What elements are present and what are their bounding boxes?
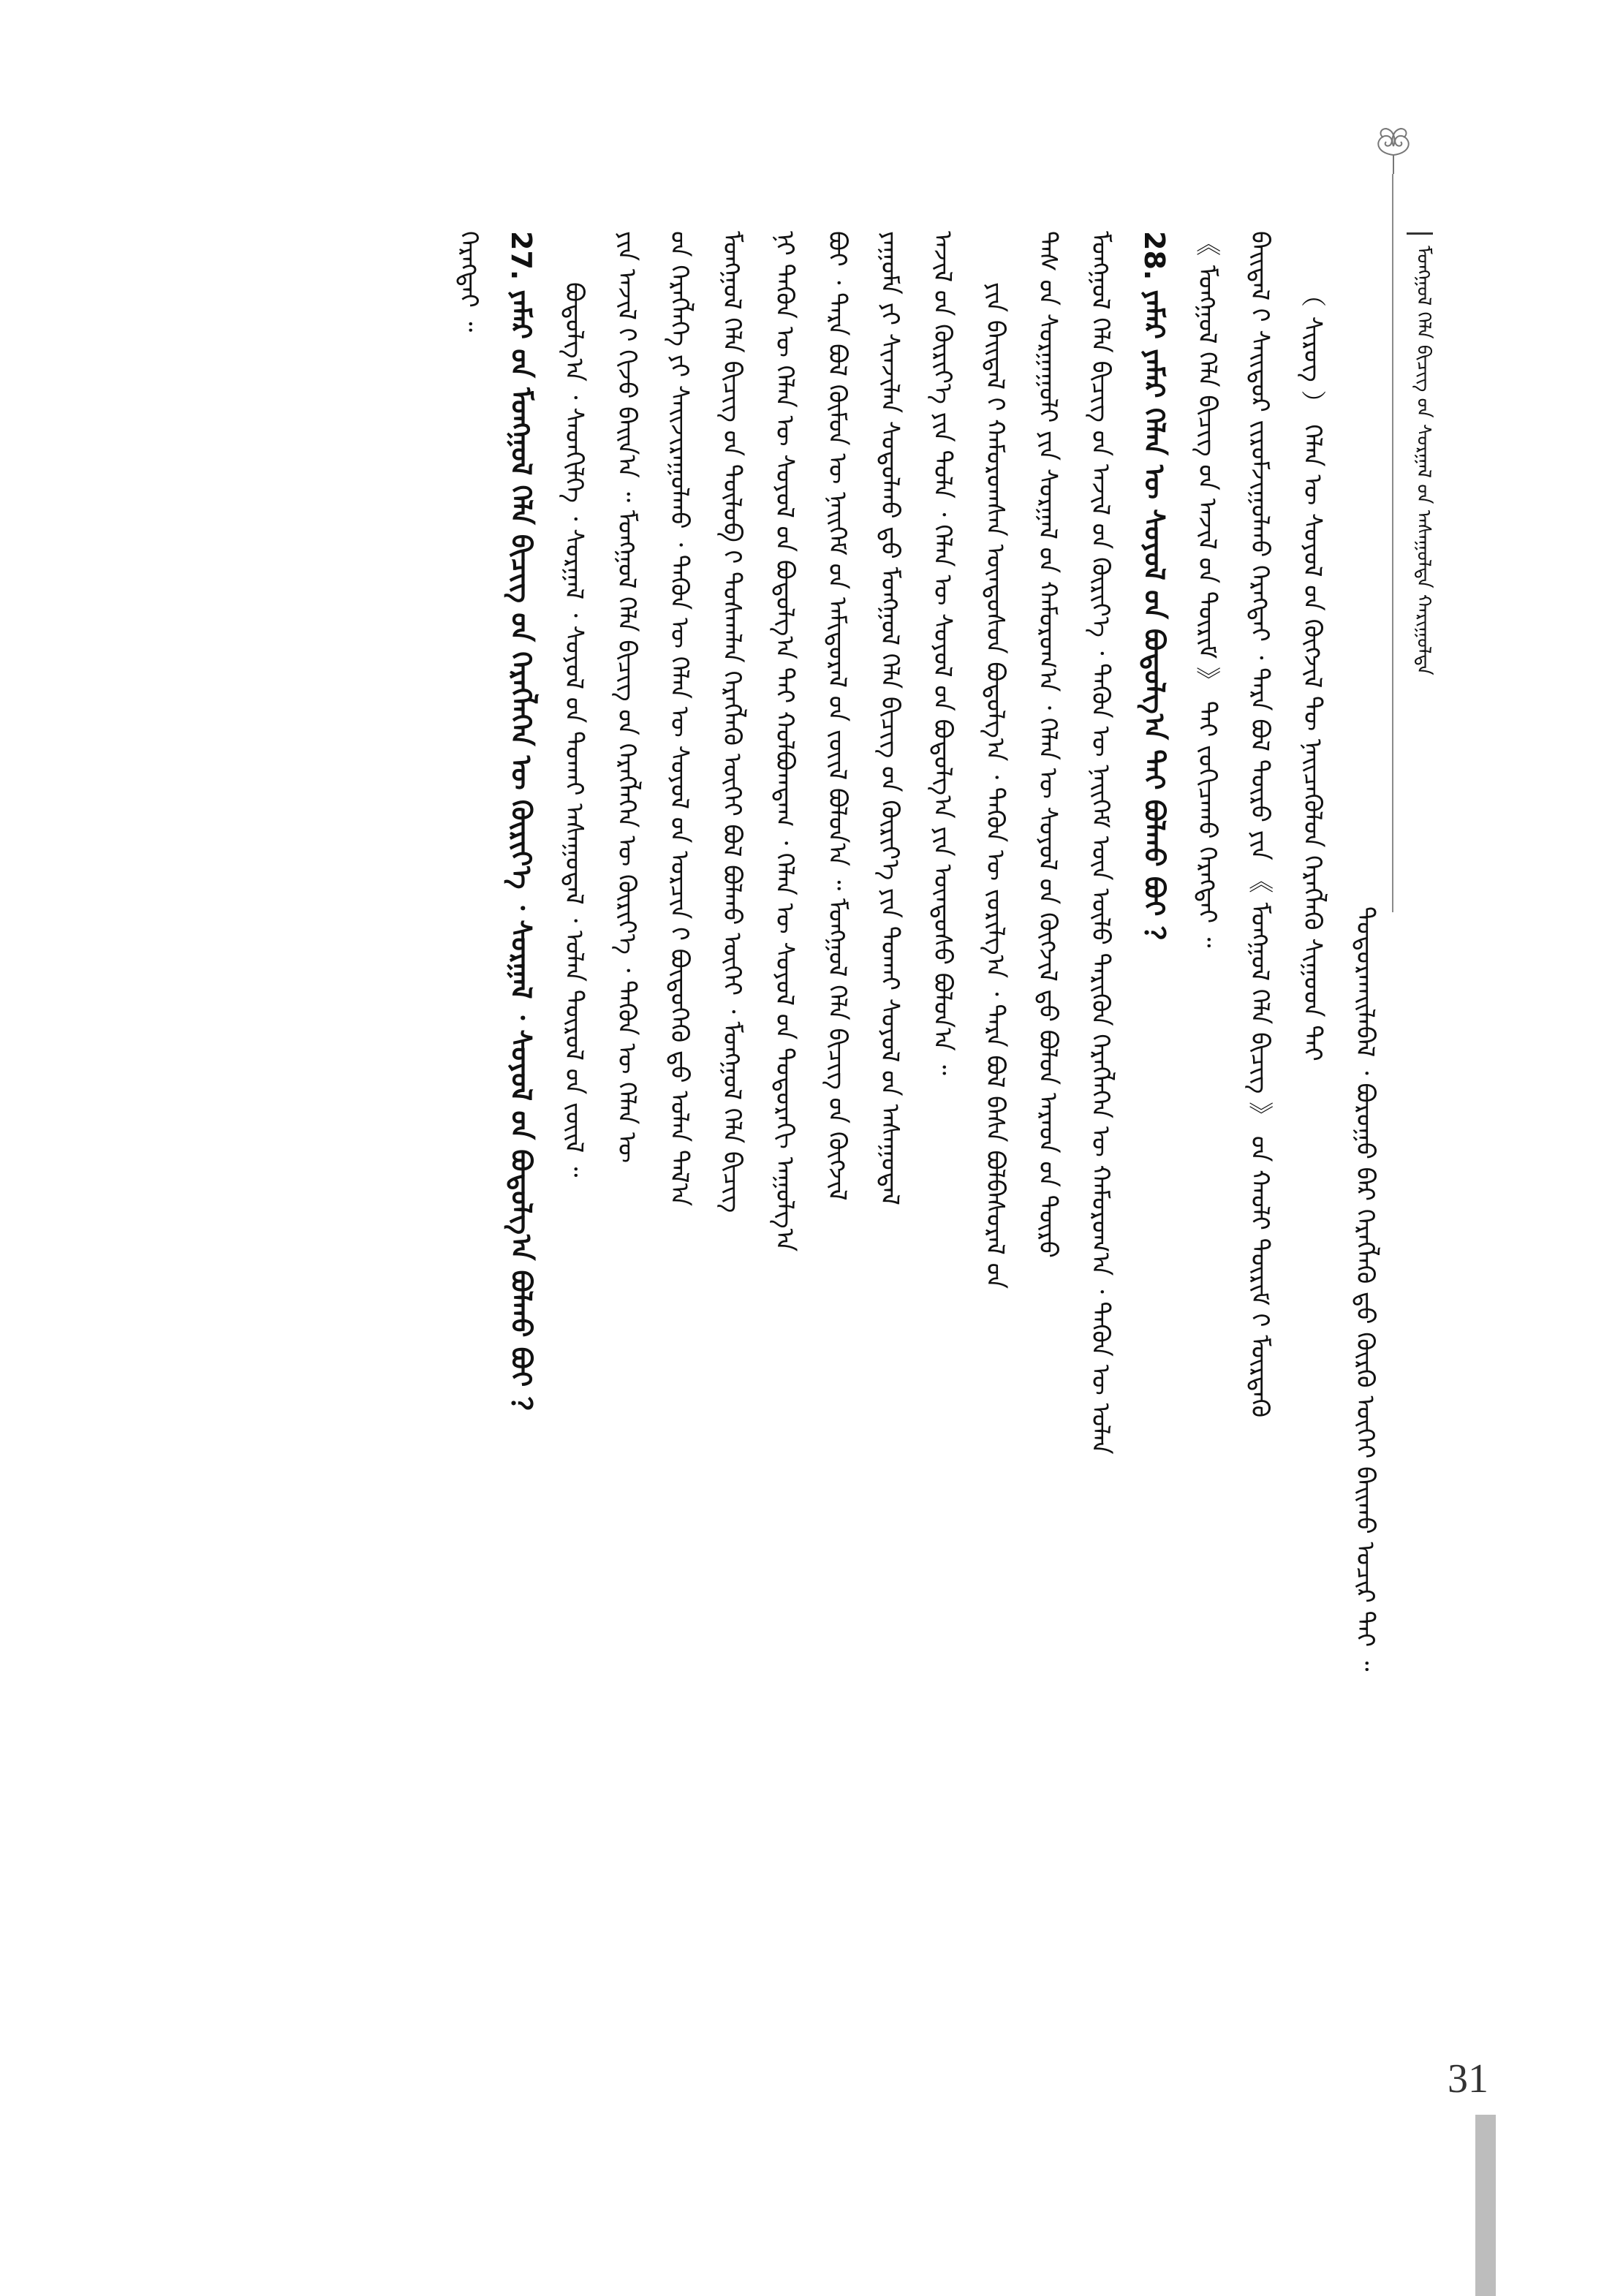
question-heading: 27. ᠶᠠᠮᠠᠷ ᠤ᠋ᠨ ᠮᠣᠩᠭᠣᠯ ᠬᠡᠯᠡ ᠪᠢᠴᠢᠭ᠌ ᠤ᠋ᠨ ᠬᠡᠷᠡᠭᠯᠡᠭᠡᠨ ᠦ ᠬᠦᠷᠢᠶ᠎ᠡ ᠂ ᠰᠤᠷᠭᠠᠯ ᠂ ᠰᠣᠶᠣᠯ ᠤ᠋ᠨ ᠪᠣᠳᠣᠯᠭ᠎ᠠ ᠪᠣᠯᠬᠤ ᠪᠤᠢ ？ bbox=[505, 231, 537, 1425]
text-line: ᠶᠢᠨ ᠠᠵᠢᠯ ᠢ᠋ ᠬᠢᠵᠦ ᠪᠠᠢᠨ᠎ᠠ ᠃ ᠮᠣᠩᠭᠣᠯ ᠬᠡᠯᠡ ᠪᠢᠴᠢᠭ᠌ ᠤ᠋ᠨ ᠬᠡᠷᠡᠭᠯᠡᠭᠡᠨ ᠦ ᠬᠦᠷᠢᠶ᠎ᠡ ᠂ ᠲᠡᠭᠦᠨ ᠦ ᠬᠡᠯᠡᠨ ᠦ bbox=[612, 231, 641, 1164]
text-line: ᠮᠣᠩᠭᠣᠯ ᠬᠡᠯᠡ ᠪᠢᠴᠢᠭ᠌ ᠤ᠋ᠨ ᠲᠥᠯᠦᠪ ᠢ᠋ ᠲᠤᠰᠬᠠᠯᠠᠨ ᠬᠡᠷᠡᠭᠯᠡᠬᠦ ᠦᠭᠡᠢ ᠪᠣᠯ ᠪᠣᠯᠬᠤ ᠦᠭᠡᠢ ᠂ ᠮᠣᠩᠭᠣᠯ ᠬᠡᠯᠡ ᠪᠢᠴᠢᠭ᠌ bbox=[717, 231, 746, 1213]
header-rule bbox=[1392, 174, 1393, 912]
text-line: ᠲᠣᠳᠣᠷᠬᠠᠢᠯᠠᠪᠠᠯ ᠂ ᠪᠤᠷᠤᠭᠤ ᠪᠠᠷ ᠬᠡᠷᠡᠭᠯᠡᠬᠦ ᠳ᠋ᠤ᠌ ᠬᠦᠷᠬᠦ ᠦᠭᠡᠢ ᠪᠠᠢᠬᠤ ᠤᠴᠢᠷ ᠲᠠᠢ ᠃ bbox=[1350, 906, 1380, 1672]
page-edge-tab bbox=[1475, 2115, 1496, 2296]
ornament-icon bbox=[1364, 124, 1423, 175]
text-line: ᠤ᠋ᠨ ᠬᠡᠷᠡᠭᠯᠡᠭᠡ ᠶᠢ ᠰᠠᠢᠵᠢᠷᠠᠭᠤᠯᠬᠤ ᠂ ᠲᠡᠭᠦᠨ ᠦ ᠬᠡᠯᠡᠨ ᠦ ᠰᠣᠶᠣᠯ ᠤ᠋ᠨ ᠣᠷᠴᠢᠨ ᠢ᠋ ᠪᠦᠲᠦᠭᠡᠬᠦ ᠳ᠋ᠤ᠌ ᠣᠯᠠᠨ ᠲᠠᠯ᠎ᠠ bbox=[665, 231, 694, 1207]
text-line: 《 ᠮᠣᠩᠭᠣᠯ ᠬᠡᠯᠡ ᠪᠢᠴᠢᠭ᠌ ᠤ᠋ᠨ ᠠᠵᠢᠯ ᠤ᠋ᠨ ᠳᠦᠷᠢᠮ 》 ᠲᠡᠢ ᠵᠣᠬᠢᠴᠠᠬᠤ ᠬᠡᠷᠡᠭᠲᠡᠢ ᠃ bbox=[1192, 231, 1222, 948]
text-line: ᠳᠡᠰ ᠦ᠋ᠨ ᠰᠤᠷᠭᠠᠭᠤᠯᠢ ᠶᠢᠨ ᠰᠤᠷᠭᠠᠯ ᠤ᠋ᠨ ᠬᠠᠮᠤᠷᠤᠭ᠎ᠠ ᠂ ᠬᠡᠯᠡᠨ ᠦ ᠰᠣᠶᠣᠯ ᠤ᠋ᠨ ᠬᠥᠭᠵᠢᠯ ᠳ᠋ᠤ᠌ ᠪᠣᠯᠤᠨ ᠠᠷᠠᠳ ᠤ᠋ᠨ ᠲᠥᠷᠦ bbox=[1033, 231, 1062, 1258]
page-number: 31 bbox=[1448, 2056, 1488, 2102]
text-line: ᠪᠠᠢᠳᠠᠯ ᠢ᠋ ᠰᠠᠢᠲᠤᠷ ᠵᠢᠷᠤᠮᠵᠢᠭᠤᠯᠬᠤ ᠬᠡᠷᠡᠭᠲᠡᠢ ᠂ ᠲᠡᠷᠡ ᠪᠣᠯ ᠲᠦᠷᠦ ᠶᠢᠨ 《 ᠮᠣᠩᠭᠣᠯ ᠬᠡᠯᠡ ᠪᠢᠴᠢᠭ᠌ 》 ᠤ᠋ᠨ ᠬᠠᠤᠯᠢ ᠳᠦᠷᠢᠮ ᠢ᠋ ᠮᠥᠷᠳᠡᠬᠦ bbox=[1245, 231, 1274, 1418]
text-line: ᠶᠠᠭᠤᠮᠠ ᠶᠢ ᠰᠢᠨᠵᠢᠯᠡᠨ ᠰᠤᠳᠤᠯᠬᠤ ᠳ᠋ᠤ᠌ ᠮᠣᠩᠭᠣᠯ ᠬᠡᠯᠡ ᠪᠢᠴᠢᠭ᠌ ᠤ᠋ᠨ ᠬᠦᠷᠢᠶ᠎ᠡ ᠶᠢᠨ ᠲᠤᠬᠠᠢ ᠰᠣᠶᠣᠯ ᠤ᠋ᠨ ᠠᠰᠠᠭᠤᠳᠠᠯ bbox=[875, 231, 904, 1205]
text-line: （ ᠰᠢᠷᠦᠭ ） ᠬᠡᠯᠡᠨ ᠦ ᠰᠣᠶᠣᠯ ᠤ᠋ᠨ ᠬᠥᠭᠵᠢᠯ ᠲᠦ ᠨᠡᠢᠴᠡᠭᠦᠯᠦᠨ ᠬᠡᠷᠡᠭᠯᠡᠬᠦ ᠰᠢᠭ᠋ᠤᠳ ᠲᠠᠢ bbox=[1298, 282, 1327, 1061]
question-heading: 28. ᠶᠠᠮᠠᠷ ᠶᠠᠮᠠᠷ ᠬᠡᠯᠡᠨ ᠦ ᠰᠣᠶᠣᠯ ᠤ᠋ᠨ ᠪᠣᠳᠣᠯᠭ᠎ᠠ ᠲᠠᠢ ᠪᠣᠯᠬᠤ ᠪᠤᠢ ？ bbox=[1138, 231, 1170, 954]
text-line: ᠶᠢᠨ ᠪᠠᠢᠳᠠᠯ ᠢ᠋ ᠬᠠᠮᠤᠷᠤᠭᠰᠠᠨ ᠦᠨᠳᠦᠰᠦᠨ ᠪᠣᠳᠣᠯᠭ᠎ᠠ ᠂ ᠲᠡᠬᠦᠨ ᠦ ᠵᠣᠷᠢᠯᠭ᠎ᠠ ᠂ ᠲᠡᠷᠡ ᠪᠣᠯ ᠪᠠᠰᠠ ᠪᠣᠯᠪᠠᠰᠤᠷᠠᠯ ᠤ᠋ᠨ bbox=[980, 282, 1010, 1289]
text-line: ᠪᠤᠢ ᠂ ᠲᠡᠷᠡ ᠪᠣᠯ ᠬᠦᠮᠦᠨ ᠦ ᠨᠡᠢᠭᠡᠮ ᠦ᠋ᠨ ᠠᠮᠢᠳᠤᠷᠠᠯ ᠤ᠋ᠨ ᠵᠦᠢᠯ ᠪᠣᠯᠤᠨ᠎ᠠ ᠃ ᠮᠣᠩᠭᠣᠯ ᠬᠡᠯᠡ ᠪᠢᠴᠢᠭ᠌ ᠤ᠋ᠨ ᠬᠥᠭᠵᠢᠯ bbox=[822, 231, 852, 1201]
running-title: ᠮᠣᠩᠭᠣᠯ ᠬᠡᠯᠡ ᠪᠢᠴᠢᠭ᠌ ᠤ᠋ᠨ ᠰᠤᠷᠭᠠᠯ ᠤ᠋ᠨ ᠠᠰᠠᠭᠤᠯᠲᠠ ᠬᠠᠷᠢᠭᠤᠯᠲᠠ bbox=[1412, 246, 1434, 675]
text-line: ᠪᠣᠳᠣᠯᠭ᠎ᠠ ᠂ ᠰᠡᠳᠬᠢᠯᠭᠡ ᠂ ᠰᠤᠷᠭᠠᠯ ᠂ ᠰᠣᠶᠣᠯ ᠤ᠋ᠨ ᠲᠤᠬᠠᠢ ᠠᠰᠠᠭᠤᠳᠠᠯ ᠂ ᠣᠯᠠᠨ ᠲᠥᠷᠦᠯ ᠦ᠋ᠨ ᠵᠦᠢᠯ ᠃ bbox=[559, 282, 589, 1178]
text-line: ᠨᠢ ᠲᠡᠭᠦᠨ ᠦ ᠬᠡᠯᠡᠨ ᠦ ᠰᠣᠶᠣᠯ ᠤ᠋ᠨ ᠪᠣᠳᠣᠯᠭ᠎ᠠ ᠲᠠᠢ ᠬᠣᠯᠪᠣᠭᠳᠠᠭ ᠂ ᠬᠡᠯᠡᠨ ᠦ ᠰᠣᠶᠣᠯ ᠤ᠋ᠨ ᠳᠣᠲᠣᠷᠠᠬᠢ ᠠᠭᠤᠯᠭ᠎ᠠ bbox=[770, 231, 799, 1252]
header-dash bbox=[1407, 232, 1433, 235]
text-line: ᠬᠡᠷᠡᠭᠲᠡᠢ ᠃ bbox=[454, 231, 483, 333]
text-line: ᠠᠵᠢᠯ ᠤ᠋ᠨ ᠬᠦᠷᠢᠶ᠎ᠡ ᠶᠢᠨ ᠲᠤᠯᠠ ᠂ ᠬᠡᠯᠡᠨ ᠦ ᠰᠣᠶᠣᠯ ᠤ᠋ᠨ ᠪᠣᠳᠣᠯᠭ᠎ᠠ ᠶᠢᠨ ᠦᠨᠳᠦᠰᠦ ᠪᠣᠯᠤᠨ᠎ᠠ ᠃ bbox=[928, 231, 957, 1075]
text-line: ᠮᠣᠩᠭᠣᠯ ᠬᠡᠯᠡ ᠪᠢᠴᠢᠭ᠌ ᠤ᠋ᠨ ᠠᠵᠢᠯ ᠤ᠋ᠨ ᠬᠦᠷᠢᠶ᠎ᠡ ᠂ ᠲᠡᠭᠦᠨ ᠦ ᠨᠡᠢᠭᠡᠮ ᠦᠨ ᠦᠯᠦ ᠳᠡᠷᠢᠭᠦᠨ ᠬᠡᠷᠡᠭᠯᠡᠭᠡᠨ ᠦ ᠬᠠᠮᠤᠷᠤᠭ᠎ᠠ ᠂ ᠲᠡᠭᠦᠨ ᠦ ᠣᠯᠠᠨ bbox=[1086, 231, 1115, 1455]
